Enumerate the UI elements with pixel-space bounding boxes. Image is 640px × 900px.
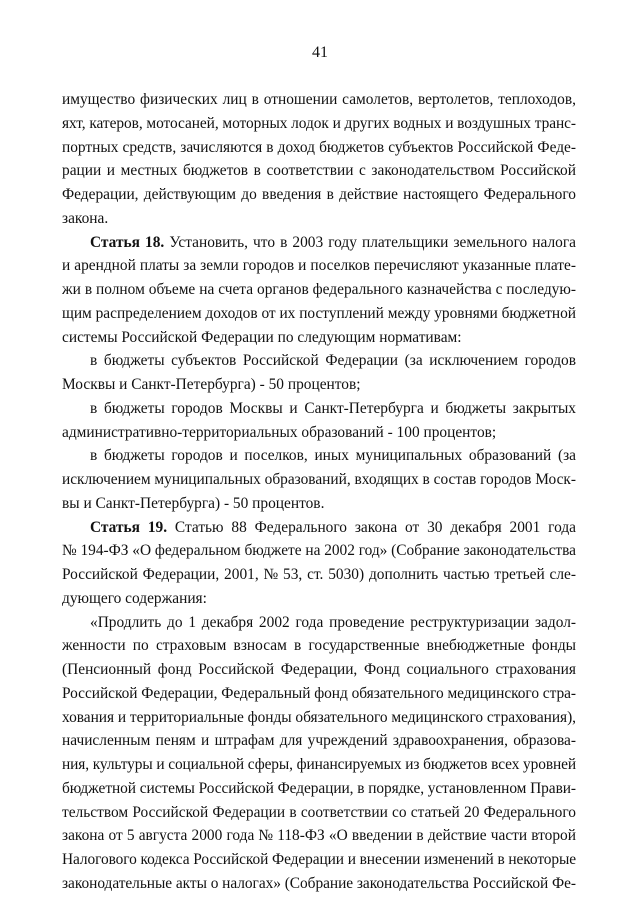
line-content — [62, 848, 576, 872]
line-content — [62, 634, 576, 658]
line-text: тельством Российской Федерации в соответствии со статьей 20 Федерального — [62, 803, 576, 821]
text-line — [62, 824, 576, 848]
line-text: системы Российской Федерации по следующим нормативам: — [62, 328, 462, 346]
line-content — [62, 207, 108, 231]
text-line — [62, 373, 576, 397]
text-line — [62, 753, 576, 777]
line-content — [62, 753, 576, 777]
line-text: административно-территориальных образований - 100 процентов; — [62, 423, 497, 441]
line-text: портных средств, зачисляются в доход бюджетов субъектов Российской Феде- — [62, 138, 576, 156]
line-content — [90, 231, 576, 255]
line-content — [62, 112, 576, 136]
text-line — [62, 112, 576, 136]
text-line — [62, 611, 576, 635]
line-text: дующего содержания: — [62, 589, 207, 607]
line-text: в бюджеты субъектов Российской Федерации (за исключением городов — [90, 352, 576, 370]
line-content — [62, 729, 576, 753]
line-content — [62, 326, 462, 350]
line-content — [90, 516, 576, 540]
line-text: жи в полном объеме на счета органов федерального казначейства с последую- — [62, 281, 576, 298]
article-heading: Статья 19. — [90, 518, 168, 536]
text-line — [62, 302, 576, 326]
line-content — [62, 658, 576, 682]
text-line — [62, 801, 576, 825]
line-text: «Продлить до 1 декабря 2002 года проведение реструктуризации задол- — [90, 613, 576, 631]
text-line — [62, 207, 576, 231]
line-text: Налогового кодекса Российской Федерации и внесении изменений в некоторые — [62, 851, 576, 868]
line-content — [62, 539, 576, 563]
line-text: вы и Санкт-Петербурга) - 50 процентов. — [62, 494, 325, 512]
line-text: № 194-ФЗ «О федеральном бюджете на 2002 год» (Собрание законодательства — [62, 542, 576, 560]
line-content — [62, 801, 576, 825]
text-line — [62, 634, 576, 658]
line-content — [62, 302, 576, 326]
text-line — [62, 539, 576, 563]
line-content — [62, 563, 576, 587]
text-line — [62, 516, 576, 540]
line-text: Установить, что в 2003 году плательщики земельного налога — [164, 233, 576, 251]
line-text: яхт, катеров, мотосаней, моторных лодок и других водных и воздушных транс- — [62, 114, 576, 132]
line-content — [62, 183, 576, 207]
line-content — [62, 587, 207, 611]
text-line — [62, 349, 576, 373]
line-text: ния, культуры и социальной сферы, финансируемых из бюджетов всех уровней — [62, 756, 576, 773]
line-text: хования и территориальные фонды обязательного медицинского страхования), — [62, 708, 576, 726]
text-line — [62, 254, 576, 278]
line-content — [62, 872, 576, 896]
text-line — [62, 777, 576, 801]
line-text: Статью 88 Федерального закона от 30 декабря 2001 года — [167, 518, 576, 536]
line-content — [62, 706, 576, 730]
text-line — [62, 397, 576, 421]
text-line — [62, 658, 576, 682]
text-line — [62, 159, 576, 183]
line-text: начисленным пеням и штрафам для учреждений здравоохранения, образова- — [62, 732, 576, 750]
line-content — [62, 159, 576, 183]
text-line — [62, 729, 576, 753]
text-line — [62, 183, 576, 207]
page-number: 41 — [312, 44, 328, 61]
text-line — [62, 682, 576, 706]
line-text: щим распределением доходов от их поступлений между уровнями бюджетной — [62, 304, 576, 322]
line-content — [62, 421, 496, 445]
line-content — [62, 824, 576, 848]
text-line — [62, 587, 576, 611]
line-text: рации и местных бюджетов в соответствии с законодательством Российской — [62, 162, 576, 180]
line-content — [90, 349, 576, 373]
line-text: исключением муниципальных образований, входящих в состав городов Моск- — [62, 471, 576, 488]
line-content — [62, 254, 576, 278]
line-content — [90, 444, 576, 468]
line-text: закона от 5 августа 2000 года № 118-ФЗ «О введении в действие части второй — [62, 827, 576, 845]
line-content — [62, 136, 576, 160]
line-text: имущество физических лиц в отношении самолетов, вертолетов, теплоходов, — [62, 91, 576, 108]
line-text: женности по страховым взносам в государственные внебюджетные фонды — [62, 637, 576, 655]
article-heading: Статья 18. — [90, 233, 165, 251]
line-content — [90, 611, 576, 635]
line-text: в бюджеты городов и поселков, иных муниципальных образований (за — [90, 447, 576, 465]
line-text: (Пенсионный фонд Российской Федерации, Фонд социального страхования — [62, 661, 576, 678]
text-line — [62, 848, 576, 872]
line-text: в бюджеты городов Москвы и Санкт-Петербурга и бюджеты закрытых — [90, 399, 576, 417]
text-line — [62, 136, 576, 160]
line-content — [62, 88, 576, 112]
text-line — [62, 706, 576, 730]
text-line — [62, 872, 576, 896]
text-line — [62, 231, 576, 255]
line-content — [62, 278, 576, 302]
line-text: и арендной платы за земли городов и поселков перечисляют указанные плате- — [62, 257, 576, 275]
text-line — [62, 421, 576, 445]
text-line — [62, 563, 576, 587]
line-text: бюджетной системы Российской Федерации, в порядке, установленном Прави- — [62, 779, 576, 797]
line-content — [62, 468, 576, 492]
line-text: Федерации, действующим до введения в действие настоящего Федерального — [62, 186, 576, 203]
text-line — [62, 278, 576, 302]
line-content — [62, 373, 361, 397]
document-body — [62, 88, 576, 896]
text-line — [62, 326, 576, 350]
text-line — [62, 468, 576, 492]
text-line — [62, 88, 576, 112]
line-text: закона. — [62, 209, 109, 227]
line-content — [62, 492, 324, 516]
line-text: законодательные акты о налогах» (Собрание законодательства Российской Фе- — [62, 874, 576, 892]
line-content — [90, 397, 576, 421]
line-content — [62, 682, 576, 706]
line-text: Москвы и Санкт-Петербурга) - 50 процентов; — [62, 376, 361, 393]
line-text: Российской Федерации, 2001, № 53, ст. 5030) дополнить частью третьей сле- — [62, 566, 576, 583]
text-line — [62, 444, 576, 468]
line-text: Российской Федерации, Федеральный фонд обязательного медицинского стра- — [62, 684, 576, 702]
text-line — [62, 492, 576, 516]
line-content — [62, 777, 576, 801]
